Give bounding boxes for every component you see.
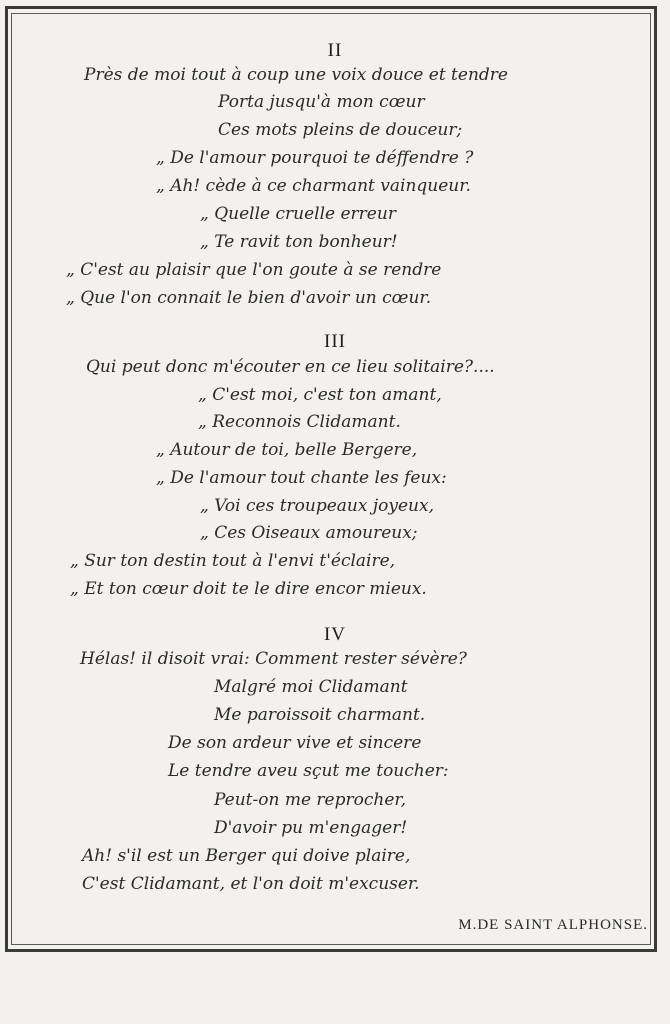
- stanza-4-numeral: IV: [323, 624, 347, 645]
- stanza-2-numeral: II: [327, 40, 343, 61]
- stanza-2-line-9: „ Que l'on connait le bien d'avoir un cœur.: [66, 288, 432, 308]
- stanza-3-line-9: „ Et ton cœur doit te le dire encor mieux.: [70, 579, 427, 599]
- stanza-2-line-5: „ Ah! cède à ce charmant vainqueur.: [156, 176, 471, 196]
- stanza-4-line-6: Peut-on me reprocher,: [214, 790, 407, 810]
- stanza-3-line-8: „ Sur ton destin tout à l'envi t'éclaire,: [70, 551, 396, 571]
- stanza-3-line-4: „ Autour de toi, belle Bergere,: [156, 440, 418, 460]
- stanza-2-line-3: Ces mots pleins de douceur;: [218, 120, 463, 140]
- stanza-3-line-1: Qui peut donc m'écouter en ce lieu solitaire?....: [86, 357, 495, 377]
- stanza-2-line-6: „ Quelle cruelle erreur: [200, 204, 396, 224]
- stanza-3-line-5: „ De l'amour tout chante les feux:: [156, 468, 447, 488]
- stanza-4-line-7: D'avoir pu m'engager!: [214, 818, 408, 838]
- stanza-2-line-4: „ De l'amour pourquoi te déffendre ?: [156, 148, 474, 168]
- stanza-4-line-9: C'est Clidamant, et l'on doit m'excuser.: [82, 874, 420, 894]
- stanza-4-line-3: Me paroissoit charmant.: [214, 705, 426, 725]
- stanza-2-line-2: Porta jusqu'à mon cœur: [218, 92, 425, 112]
- stanza-2-line-8: „ C'est au plaisir que l'on goute à se rendre: [66, 260, 442, 280]
- stanza-2-line-7: „ Te ravit ton bonheur!: [200, 232, 398, 252]
- stanza-4-line-8: Ah! s'il est un Berger qui doive plaire,: [82, 846, 411, 866]
- stanza-4-line-2: Malgré moi Clidamant: [214, 677, 408, 697]
- stanza-3-numeral: III: [324, 331, 346, 352]
- stanza-3-line-6: „ Voi ces troupeaux joyeux,: [200, 496, 434, 516]
- stanza-2-line-1: Près de moi tout à coup une voix douce et tendre: [84, 65, 508, 85]
- stanza-4-line-5: Le tendre aveu sçut me toucher:: [168, 761, 449, 781]
- stanza-3-line-7: „ Ces Oiseaux amoureux;: [200, 523, 418, 543]
- author-signature: M.DE SAINT ALPHONSE.: [458, 917, 648, 933]
- stanza-3-line-3: „ Reconnois Clidamant.: [198, 412, 401, 432]
- stanza-3-line-2: „ C'est moi, c'est ton amant,: [198, 385, 442, 405]
- stanza-4-line-4: De son ardeur vive et sincere: [168, 733, 422, 753]
- stanza-4-line-1: Hélas! il disoit vrai: Comment rester sévère?: [80, 649, 467, 669]
